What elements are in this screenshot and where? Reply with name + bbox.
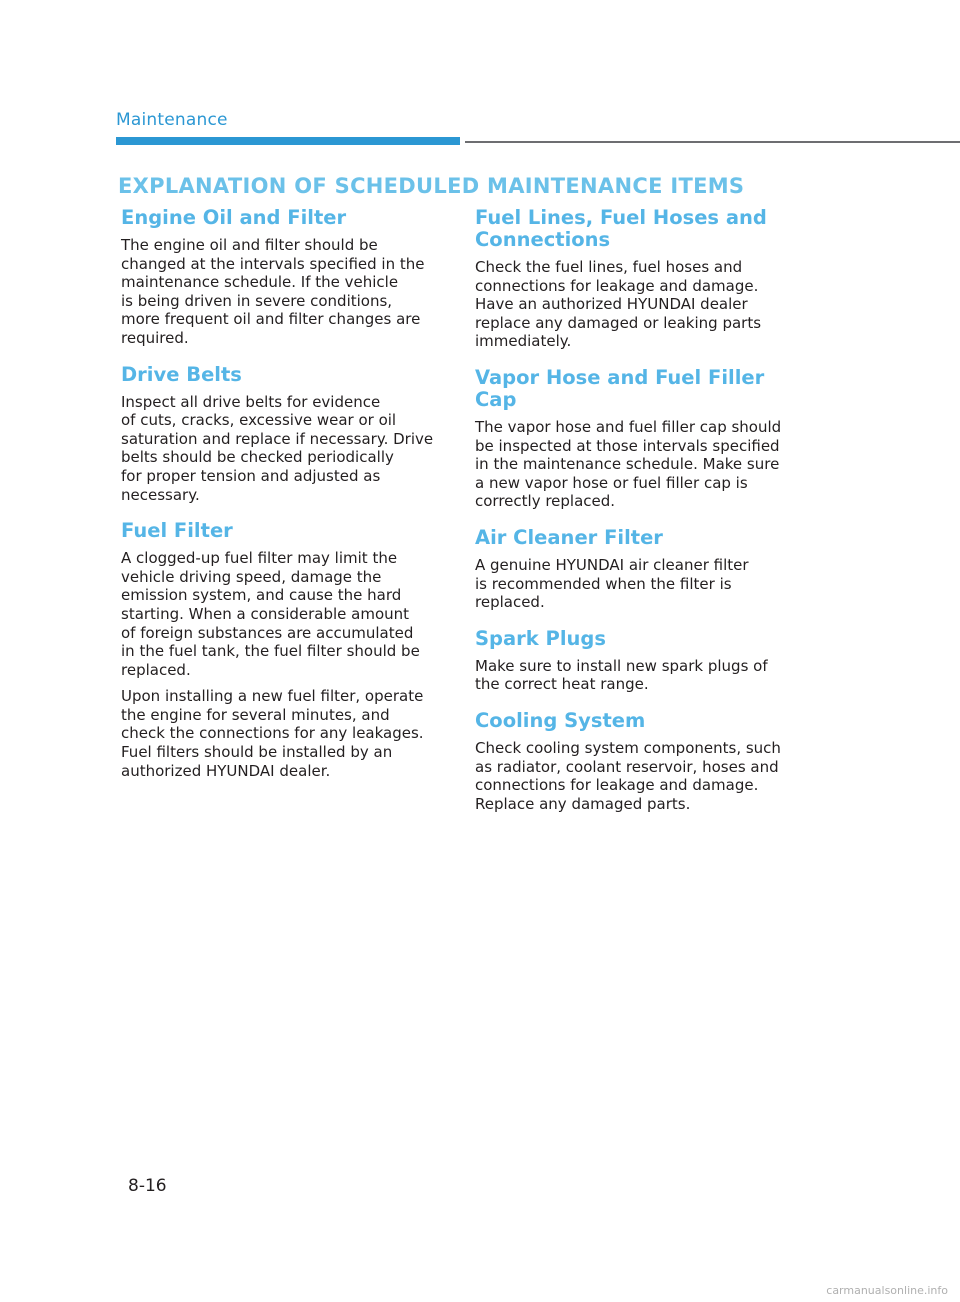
item-paragraph: Inspect all drive belts for evidence of cuts, cracks, excessive wear or oil saturation and replace if necessary. Drive belts should be checked periodically for proper tension and adjusted as necessary. <box>121 392 434 504</box>
page-number: 8-16 <box>128 1176 167 1196</box>
item-paragraph: Make sure to install new spark plugs of the correct heat range. <box>475 656 768 694</box>
item-title: Engine Oil and Filter <box>121 206 347 229</box>
item-title: Cooling System <box>475 708 646 732</box>
item-engine-oil-and-filter <box>121 207 451 348</box>
item-vapor-hose <box>475 367 805 511</box>
header-rule <box>465 141 960 143</box>
item-drive-belts <box>121 364 451 505</box>
header-accent-bar <box>116 137 460 145</box>
left-column <box>121 207 451 796</box>
item-fuel-filter <box>121 520 451 780</box>
item-title: Air Cleaner Filter <box>475 525 663 549</box>
item-spark-plugs <box>475 628 805 694</box>
item-title: Drive Belts <box>121 362 242 386</box>
item-paragraph: The engine oil and filter should be changed at the intervals specified in the maintenance schedule. If the vehicle is being driven in severe conditions, more frequent oil and filter changes are required. <box>121 236 425 347</box>
item-title: Fuel Filter <box>121 519 233 543</box>
item-paragraph: A clogged-up fuel filter may limit the vehicle driving speed, damage the emission system, and cause the hard starting. When a considerable amount of foreign substances are accumulated in the fuel tank, the fuel filter should be replaced. <box>121 549 420 679</box>
item-title: Vapor Hose and Fuel Filler Cap <box>475 365 765 411</box>
item-title: Fuel Lines, Fuel Hoses and Connections <box>475 206 767 251</box>
item-paragraph: Check the fuel lines, fuel hoses and connections for leakage and damage. Have an authorized HYUNDAI dealer replace any damaged or leaking parts immediately. <box>475 258 762 351</box>
watermark-text[interactable]: carmanualsonline.info <box>826 1284 948 1297</box>
item-paragraph: The vapor hose and fuel filler cap should be inspected at those intervals specified in the maintenance schedule. Make sure a new vapor hose or fuel filler cap is correctly replaced. <box>475 417 782 511</box>
item-fuel-lines <box>475 207 805 351</box>
item-paragraph: Upon installing a new fuel filter, operate the engine for several minutes, and check the connections for any leakages. Fuel filters should be installed by an authorized HYUNDAI dealer. <box>121 687 424 780</box>
section-label: Maintenance <box>116 110 228 130</box>
item-air-cleaner-filter <box>475 527 805 612</box>
item-cooling-system <box>475 710 805 813</box>
right-column <box>475 207 805 829</box>
page-title: EXPLANATION OF SCHEDULED MAINTENANCE ITEMS <box>118 174 745 198</box>
item-title: Spark Plugs <box>475 626 606 650</box>
item-paragraph: Check cooling system components, such as radiator, coolant reservoir, hoses and connections for leakage and damage. Replace any damaged parts. <box>475 738 781 813</box>
item-paragraph: A genuine HYUNDAI air cleaner filter is recommended when the filter is replaced. <box>475 555 749 612</box>
